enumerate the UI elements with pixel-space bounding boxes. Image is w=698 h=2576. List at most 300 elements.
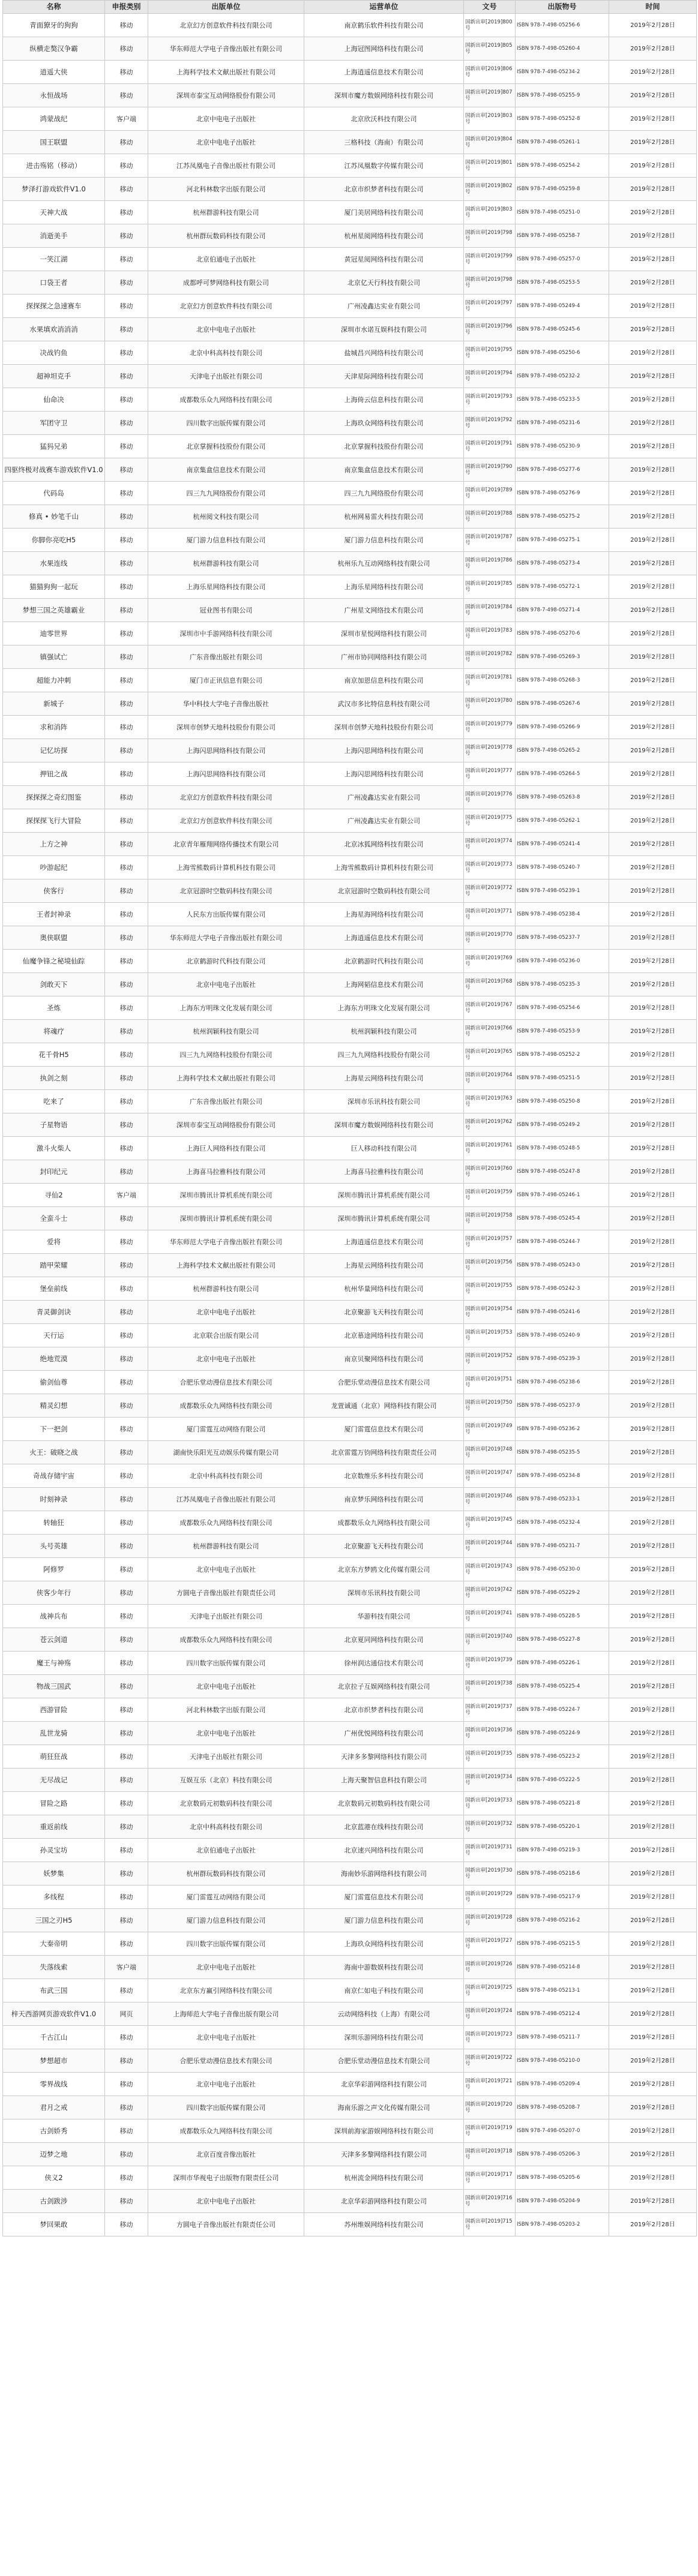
cell-isbn: ISBN 978-7-498-05234-2 xyxy=(516,61,609,84)
cell-game-name: 国王联盟 xyxy=(3,131,105,154)
table-row xyxy=(3,1932,697,1956)
cell-date: 2019年2月28日 xyxy=(609,856,697,879)
cell-category: 移动 xyxy=(105,1324,148,1347)
table-row xyxy=(3,1956,697,1979)
cell-isbn: ISBN 978-7-498-05276-9 xyxy=(516,482,609,505)
table-row xyxy=(3,1207,697,1230)
cell-game-name: 梓天西游网页游戏软件V1.0 xyxy=(3,2002,105,2026)
cell-operator: 上海喜马拉雅科技有限公司 xyxy=(304,1160,464,1184)
cell-game-name: 侠义2 xyxy=(3,2166,105,2190)
cell-doc-number: 国新出审[2019]715号 xyxy=(464,2213,516,2236)
cell-game-name: 梦回果敢 xyxy=(3,2213,105,2236)
cell-publisher: 深圳市泰宝互动网络股份有限公司 xyxy=(148,84,304,107)
table-row xyxy=(3,716,697,739)
table-row xyxy=(3,1769,697,1792)
cell-game-name: 超能力冲刺 xyxy=(3,669,105,692)
cell-publisher: 北京中电电子出版社 xyxy=(148,1956,304,1979)
cell-doc-number: 国新出审[2019]770号 xyxy=(464,926,516,950)
cell-category: 移动 xyxy=(105,1628,148,1652)
cell-isbn: ISBN 978-7-498-05251-5 xyxy=(516,1067,609,1090)
cell-isbn: ISBN 978-7-498-05275-2 xyxy=(516,505,609,529)
table-row xyxy=(3,412,697,435)
cell-category: 移动 xyxy=(105,786,148,809)
table-row xyxy=(3,2190,697,2213)
cell-operator: 广州凌鑫达实业有限公司 xyxy=(304,295,464,318)
cell-category: 移动 xyxy=(105,84,148,107)
cell-operator: 北京市织梦者科技有限公司 xyxy=(304,1698,464,1722)
table-row xyxy=(3,1979,697,2002)
cell-publisher: 成都数乐众九网络科技有限公司 xyxy=(148,388,304,412)
cell-operator: 上海天聚智信息科技有限公司 xyxy=(304,1769,464,1792)
cell-category: 移动 xyxy=(105,926,148,950)
cell-doc-number: 国新出审[2019]788号 xyxy=(464,505,516,529)
cell-doc-number: 国新出审[2019]716号 xyxy=(464,2190,516,2213)
table-row xyxy=(3,154,697,178)
cell-date: 2019年2月28日 xyxy=(609,645,697,669)
cell-game-name: 吵游起纪 xyxy=(3,856,105,879)
cell-category: 移动 xyxy=(105,599,148,622)
cell-publisher: 深圳市华视电子出版物有限责任公司 xyxy=(148,2166,304,2190)
cell-category: 移动 xyxy=(105,552,148,575)
cell-publisher: 上海科学技术文献出版社有限公司 xyxy=(148,1067,304,1090)
cell-category: 移动 xyxy=(105,1698,148,1722)
cell-category: 移动 xyxy=(105,2096,148,2119)
cell-category: 移动 xyxy=(105,1839,148,1862)
cell-doc-number: 国新出审[2019]752号 xyxy=(464,1347,516,1371)
header-operator: 运营单位 xyxy=(304,1,464,14)
cell-category: 移动 xyxy=(105,1511,148,1535)
cell-doc-number: 国新出审[2019]789号 xyxy=(464,482,516,505)
cell-game-name: 仙魔争锋之秘境仙踪 xyxy=(3,950,105,973)
cell-isbn: ISBN 978-7-498-05252-8 xyxy=(516,107,609,131)
cell-operator: 北京慕途网络科技有限公司 xyxy=(304,1324,464,1347)
cell-date: 2019年2月28日 xyxy=(609,1137,697,1160)
cell-publisher: 华东师范大学电子音像出版社有限公司 xyxy=(148,37,304,61)
cell-publisher: 江苏凤凰电子音像出版社有限公司 xyxy=(148,154,304,178)
table-row xyxy=(3,692,697,716)
cell-game-name: 君月之戒 xyxy=(3,2096,105,2119)
cell-operator: 徐州润达通信技术有限公司 xyxy=(304,1652,464,1675)
cell-doc-number: 国新出审[2019]798号 xyxy=(464,224,516,248)
cell-date: 2019年2月28日 xyxy=(609,1652,697,1675)
table-row xyxy=(3,1418,697,1441)
cell-doc-number: 国新出审[2019]792号 xyxy=(464,412,516,435)
cell-publisher: 成都数乐众九网络科技有限公司 xyxy=(148,1394,304,1418)
cell-doc-number: 国新出审[2019]802号 xyxy=(464,178,516,201)
cell-isbn: ISBN 978-7-498-05254-6 xyxy=(516,996,609,1020)
cell-isbn: ISBN 978-7-498-05271-4 xyxy=(516,599,609,622)
table-row xyxy=(3,1652,697,1675)
cell-game-name: 代码岛 xyxy=(3,482,105,505)
cell-doc-number: 国新出审[2019]782号 xyxy=(464,645,516,669)
table-row xyxy=(3,856,697,879)
table-row xyxy=(3,1488,697,1511)
cell-isbn: ISBN 978-7-498-05246-1 xyxy=(516,1184,609,1207)
cell-category: 移动 xyxy=(105,1652,148,1675)
cell-game-name: 物战三国武 xyxy=(3,1675,105,1698)
header-name: 名称 xyxy=(3,1,105,14)
cell-publisher: 成都呼可梦网络科技有限公司 xyxy=(148,271,304,295)
cell-category: 移动 xyxy=(105,318,148,341)
cell-doc-number: 国新出审[2019]732号 xyxy=(464,1815,516,1839)
cell-doc-number: 国新出审[2019]777号 xyxy=(464,762,516,786)
table-row xyxy=(3,645,697,669)
table-row xyxy=(3,786,697,809)
table-row xyxy=(3,341,697,365)
cell-isbn: ISBN 978-7-498-05243-0 xyxy=(516,1254,609,1277)
table-row xyxy=(3,1511,697,1535)
cell-doc-number: 国新出审[2019]787号 xyxy=(464,529,516,552)
cell-publisher: 北京青年雁翔网络传播技术有限公司 xyxy=(148,833,304,856)
cell-doc-number: 国新出审[2019]771号 xyxy=(464,903,516,926)
table-row xyxy=(3,1698,697,1722)
cell-publisher: 上海师范大学电子音像出版有限公司 xyxy=(148,2002,304,2026)
cell-doc-number: 国新出审[2019]774号 xyxy=(464,833,516,856)
cell-doc-number: 国新出审[2019]746号 xyxy=(464,1488,516,1511)
cell-publisher: 杭州群游科技有限公司 xyxy=(148,552,304,575)
cell-game-name: 记忆坊探 xyxy=(3,739,105,762)
cell-game-name: 镇强试亡 xyxy=(3,645,105,669)
cell-doc-number: 国新出审[2019]761号 xyxy=(464,1137,516,1160)
cell-game-name: 吃来了 xyxy=(3,1090,105,1113)
cell-category: 移动 xyxy=(105,1020,148,1043)
cell-game-name: 布武三国 xyxy=(3,1979,105,2002)
cell-doc-number: 国新出审[2019]799号 xyxy=(464,248,516,271)
cell-game-name: 探探探飞行大冒险 xyxy=(3,809,105,833)
table-row xyxy=(3,131,697,154)
cell-operator: 上海逍遥信息技术有限公司 xyxy=(304,61,464,84)
cell-game-name: 侠客行 xyxy=(3,879,105,903)
cell-publisher: 深圳市创梦天地科技股份有限公司 xyxy=(148,716,304,739)
cell-game-name: 封印纪元 xyxy=(3,1160,105,1184)
cell-game-name: 鸿蒙战纪 xyxy=(3,107,105,131)
cell-isbn: ISBN 978-7-498-05207-0 xyxy=(516,2119,609,2143)
cell-date: 2019年2月28日 xyxy=(609,2166,697,2190)
cell-game-name: 奇战存储宇宙 xyxy=(3,1464,105,1488)
cell-operator: 北京数码元初数码科技有限公司 xyxy=(304,1792,464,1815)
cell-date: 2019年2月28日 xyxy=(609,1979,697,2002)
table-row xyxy=(3,1160,697,1184)
cell-publisher: 杭州群玩数码科技有限公司 xyxy=(148,1862,304,1886)
cell-game-name: 阿修罗 xyxy=(3,1558,105,1581)
cell-date: 2019年2月28日 xyxy=(609,1043,697,1067)
cell-date: 2019年2月28日 xyxy=(609,131,697,154)
cell-isbn: ISBN 978-7-498-05218-6 xyxy=(516,1862,609,1886)
table-row xyxy=(3,973,697,996)
cell-doc-number: 国新出审[2019]747号 xyxy=(464,1464,516,1488)
cell-isbn: ISBN 978-7-498-05210-0 xyxy=(516,2049,609,2073)
cell-operator: 深圳市乐讯科技有限公司 xyxy=(304,1090,464,1113)
cell-operator: 成都数乐众九网络科技有限公司 xyxy=(304,1511,464,1535)
cell-doc-number: 国新出审[2019]780号 xyxy=(464,692,516,716)
cell-operator: 厦门雷霆信息技术有限公司 xyxy=(304,1886,464,1909)
cell-operator: 武汉市多比特信息科技有限公司 xyxy=(304,692,464,716)
cell-date: 2019年2月28日 xyxy=(609,2119,697,2143)
cell-category: 移动 xyxy=(105,412,148,435)
cell-category: 移动 xyxy=(105,482,148,505)
cell-doc-number: 国新出审[2019]742号 xyxy=(464,1581,516,1605)
cell-category: 移动 xyxy=(105,295,148,318)
cell-operator: 厦门游力信息科技有限公司 xyxy=(304,529,464,552)
cell-operator: 厦门雷霆信息技术有限公司 xyxy=(304,1418,464,1441)
cell-publisher: 华东师范大学电子音像出版社有限公司 xyxy=(148,926,304,950)
cell-publisher: 天津电子出版社有限公司 xyxy=(148,1745,304,1769)
cell-doc-number: 国新出审[2019]804号 xyxy=(464,131,516,154)
table-row xyxy=(3,1886,697,1909)
cell-operator: 上海星云网络科技有限公司 xyxy=(304,1254,464,1277)
cell-publisher: 北京掌握科技股份有限公司 xyxy=(148,435,304,458)
cell-game-name: 千古江山 xyxy=(3,2026,105,2049)
cell-category: 移动 xyxy=(105,1815,148,1839)
cell-publisher: 北京百度音像出版社 xyxy=(148,2143,304,2166)
cell-operator: 上海逍遥信息技术有限公司 xyxy=(304,1230,464,1254)
cell-doc-number: 国新出审[2019]785号 xyxy=(464,575,516,599)
cell-date: 2019年2月28日 xyxy=(609,1769,697,1792)
cell-category: 移动 xyxy=(105,1277,148,1301)
cell-game-name: 猫猫狗狗一起玩 xyxy=(3,575,105,599)
cell-date: 2019年2月28日 xyxy=(609,1628,697,1652)
cell-isbn: ISBN 978-7-498-05206-3 xyxy=(516,2143,609,2166)
cell-category: 移动 xyxy=(105,61,148,84)
cell-operator: 杭州网易雷火科技有限公司 xyxy=(304,505,464,529)
cell-isbn: ISBN 978-7-498-05224-7 xyxy=(516,1698,609,1722)
cell-publisher: 北京中电电子出版社 xyxy=(148,2073,304,2096)
cell-publisher: 杭州群玩数码科技有限公司 xyxy=(148,224,304,248)
cell-game-name: 重返前线 xyxy=(3,1815,105,1839)
cell-category: 移动 xyxy=(105,388,148,412)
cell-publisher: 南京集盒信息技术有限公司 xyxy=(148,458,304,482)
cell-game-name: 天神大战 xyxy=(3,201,105,224)
cell-date: 2019年2月28日 xyxy=(609,996,697,1020)
table-row xyxy=(3,1628,697,1652)
table-row xyxy=(3,388,697,412)
cell-date: 2019年2月28日 xyxy=(609,224,697,248)
cell-date: 2019年2月28日 xyxy=(609,2213,697,2236)
cell-date: 2019年2月28日 xyxy=(609,295,697,318)
table-row xyxy=(3,435,697,458)
cell-isbn: ISBN 978-7-498-05232-4 xyxy=(516,1511,609,1535)
cell-isbn: ISBN 978-7-498-05203-2 xyxy=(516,2213,609,2236)
table-row xyxy=(3,529,697,552)
cell-doc-number: 国新出审[2019]805号 xyxy=(464,37,516,61)
cell-isbn: ISBN 978-7-498-05249-4 xyxy=(516,295,609,318)
cell-doc-number: 国新出审[2019]772号 xyxy=(464,879,516,903)
cell-category: 移动 xyxy=(105,201,148,224)
cell-date: 2019年2月28日 xyxy=(609,201,697,224)
cell-doc-number: 国新出审[2019]769号 xyxy=(464,950,516,973)
cell-category: 移动 xyxy=(105,1464,148,1488)
table-row xyxy=(3,178,697,201)
cell-doc-number: 国新出审[2019]733号 xyxy=(464,1792,516,1815)
cell-operator: 深圳市星悦网络科技有限公司 xyxy=(304,622,464,645)
cell-publisher: 深圳市腾讯计算机系统有限公司 xyxy=(148,1184,304,1207)
cell-isbn: ISBN 978-7-498-05253-9 xyxy=(516,1020,609,1043)
cell-operator: 巨人移动科技有限公司 xyxy=(304,1137,464,1160)
cell-game-name: 军团守卫 xyxy=(3,412,105,435)
cell-doc-number: 国新出审[2019]768号 xyxy=(464,973,516,996)
cell-publisher: 上海闪思网络科技有限公司 xyxy=(148,762,304,786)
table-row xyxy=(3,879,697,903)
cell-operator: 北京聚游飞天科技有限公司 xyxy=(304,1535,464,1558)
cell-operator: 天津多多黎网络科技有限公司 xyxy=(304,1745,464,1769)
cell-date: 2019年2月28日 xyxy=(609,2073,697,2096)
cell-game-name: 战神兵布 xyxy=(3,1605,105,1628)
cell-doc-number: 国新出审[2019]753号 xyxy=(464,1324,516,1347)
cell-operator: 北京数维乐多科技有限公司 xyxy=(304,1464,464,1488)
cell-category: 移动 xyxy=(105,1769,148,1792)
cell-date: 2019年2月28日 xyxy=(609,1722,697,1745)
cell-category: 移动 xyxy=(105,1090,148,1113)
cell-isbn: ISBN 978-7-498-05225-4 xyxy=(516,1675,609,1698)
cell-publisher: 北京冠游时空数码科技有限公司 xyxy=(148,879,304,903)
cell-doc-number: 国新出审[2019]721号 xyxy=(464,2073,516,2096)
cell-category: 移动 xyxy=(105,1675,148,1698)
table-row xyxy=(3,1605,697,1628)
cell-publisher: 杭州阅文科技有限公司 xyxy=(148,505,304,529)
cell-category: 移动 xyxy=(105,1418,148,1441)
cell-publisher: 成都数乐众九网络科技有限公司 xyxy=(148,2119,304,2143)
cell-isbn: ISBN 978-7-498-05272-1 xyxy=(516,575,609,599)
cell-doc-number: 国新出审[2019]737号 xyxy=(464,1698,516,1722)
cell-game-name: 零界战线 xyxy=(3,2073,105,2096)
cell-game-name: 决战钓鱼 xyxy=(3,341,105,365)
cell-publisher: 北京中电电子出版社 xyxy=(148,107,304,131)
table-row xyxy=(3,2166,697,2190)
cell-game-name: 你脚你亮吃H5 xyxy=(3,529,105,552)
cell-doc-number: 国新出审[2019]763号 xyxy=(464,1090,516,1113)
cell-category: 移动 xyxy=(105,996,148,1020)
table-row xyxy=(3,224,697,248)
cell-game-name: 火王：破晓之战 xyxy=(3,1441,105,1464)
cell-isbn: ISBN 978-7-498-05260-4 xyxy=(516,37,609,61)
cell-operator: 杭州润颖科技有限公司 xyxy=(304,1020,464,1043)
cell-isbn: ISBN 978-7-498-05242-3 xyxy=(516,1277,609,1301)
cell-isbn: ISBN 978-7-498-05224-9 xyxy=(516,1722,609,1745)
cell-category: 移动 xyxy=(105,903,148,926)
table-row xyxy=(3,107,697,131)
cell-publisher: 四川数字出版传媒有限公司 xyxy=(148,1652,304,1675)
cell-date: 2019年2月28日 xyxy=(609,388,697,412)
cell-date: 2019年2月28日 xyxy=(609,809,697,833)
header-category: 申报类别 xyxy=(105,1,148,14)
cell-publisher: 北京中电电子出版社 xyxy=(148,1558,304,1581)
table-row xyxy=(3,762,697,786)
cell-date: 2019年2月28日 xyxy=(609,365,697,388)
cell-date: 2019年2月28日 xyxy=(609,1862,697,1886)
table-row xyxy=(3,1862,697,1886)
cell-doc-number: 国新出审[2019]739号 xyxy=(464,1652,516,1675)
cell-doc-number: 国新出审[2019]762号 xyxy=(464,1113,516,1137)
cell-doc-number: 国新出审[2019]773号 xyxy=(464,856,516,879)
table-row xyxy=(3,622,697,645)
cell-isbn: ISBN 978-7-498-05250-6 xyxy=(516,341,609,365)
cell-game-name: 大秦帝明 xyxy=(3,1932,105,1956)
cell-game-name: 永恒战场 xyxy=(3,84,105,107)
cell-game-name: 仙命决 xyxy=(3,388,105,412)
cell-date: 2019年2月28日 xyxy=(609,61,697,84)
cell-operator: 杭州流金网络科技有限公司 xyxy=(304,2166,464,2190)
cell-category: 移动 xyxy=(105,14,148,37)
cell-operator: 江苏凤凰数字传媒有限公司 xyxy=(304,154,464,178)
cell-doc-number: 国新出审[2019]744号 xyxy=(464,1535,516,1558)
cell-date: 2019年2月28日 xyxy=(609,1277,697,1301)
cell-date: 2019年2月28日 xyxy=(609,248,697,271)
cell-game-name: 四驱终极对战赛车游戏软件V1.0 xyxy=(3,458,105,482)
cell-isbn: ISBN 978-7-498-05265-2 xyxy=(516,739,609,762)
cell-operator: 北京拉子互娱网络科技有限公司 xyxy=(304,1675,464,1698)
cell-doc-number: 国新出审[2019]786号 xyxy=(464,552,516,575)
cell-isbn: ISBN 978-7-498-05204-9 xyxy=(516,2190,609,2213)
cell-isbn: ISBN 978-7-498-05263-8 xyxy=(516,786,609,809)
cell-operator: 上海闪思网络科技有限公司 xyxy=(304,739,464,762)
cell-publisher: 上海巨人网络科技有限公司 xyxy=(148,1137,304,1160)
cell-isbn: ISBN 978-7-498-05257-0 xyxy=(516,248,609,271)
table-row xyxy=(3,1347,697,1371)
cell-publisher: 北京中科高科技有限公司 xyxy=(148,341,304,365)
cell-category: 客户端 xyxy=(105,1956,148,1979)
cell-category: 移动 xyxy=(105,1067,148,1090)
cell-publisher: 厦门雷霆互动网络有限公司 xyxy=(148,1886,304,1909)
cell-operator: 广州市协同网络科技有限公司 xyxy=(304,645,464,669)
cell-doc-number: 国新出审[2019]720号 xyxy=(464,2096,516,2119)
cell-isbn: ISBN 978-7-498-05214-8 xyxy=(516,1956,609,1979)
cell-isbn: ISBN 978-7-498-05228-5 xyxy=(516,1605,609,1628)
cell-operator: 海南乐游之声文化传媒有限公司 xyxy=(304,2096,464,2119)
cell-doc-number: 国新出审[2019]801号 xyxy=(464,154,516,178)
cell-game-name: 奥侠联盟 xyxy=(3,926,105,950)
cell-publisher: 厦门雷霆互动网络有限公司 xyxy=(148,1418,304,1441)
cell-isbn: ISBN 978-7-498-05262-1 xyxy=(516,809,609,833)
cell-isbn: ISBN 978-7-498-05215-5 xyxy=(516,1932,609,1956)
cell-category: 移动 xyxy=(105,716,148,739)
table-row xyxy=(3,1792,697,1815)
cell-category: 移动 xyxy=(105,1347,148,1371)
cell-game-name: 萌狂狂战 xyxy=(3,1745,105,1769)
cell-isbn: ISBN 978-7-498-05208-7 xyxy=(516,2096,609,2119)
cell-game-name: 进击殇铭（移动） xyxy=(3,154,105,178)
cell-date: 2019年2月28日 xyxy=(609,1909,697,1932)
table-row xyxy=(3,669,697,692)
cell-publisher: 北京中电电子出版社 xyxy=(148,131,304,154)
cell-game-name: 西游冒险 xyxy=(3,1698,105,1722)
cell-game-name: 绝地荒漠 xyxy=(3,1347,105,1371)
cell-isbn: ISBN 978-7-498-05258-7 xyxy=(516,224,609,248)
cell-game-name: 孙灵宝坊 xyxy=(3,1839,105,1862)
cell-isbn: ISBN 978-7-498-05266-9 xyxy=(516,716,609,739)
table-row xyxy=(3,1839,697,1862)
cell-isbn: ISBN 978-7-498-05209-4 xyxy=(516,2073,609,2096)
cell-date: 2019年2月28日 xyxy=(609,1745,697,1769)
table-row xyxy=(3,1043,697,1067)
cell-category: 移动 xyxy=(105,458,148,482)
cell-isbn: ISBN 978-7-498-05236-2 xyxy=(516,1418,609,1441)
cell-isbn: ISBN 978-7-498-05247-8 xyxy=(516,1160,609,1184)
cell-isbn: ISBN 978-7-498-05249-2 xyxy=(516,1113,609,1137)
cell-publisher: 北京中电电子出版社 xyxy=(148,973,304,996)
cell-game-name: 探探探之奇幻图鉴 xyxy=(3,786,105,809)
cell-date: 2019年2月28日 xyxy=(609,505,697,529)
cell-isbn: ISBN 978-7-498-05250-8 xyxy=(516,1090,609,1113)
cell-publisher: 北京中电电子出版社 xyxy=(148,1722,304,1745)
cell-game-name: 古剑娇秀 xyxy=(3,2119,105,2143)
cell-game-name: 将魂疗 xyxy=(3,1020,105,1043)
table-row xyxy=(3,552,697,575)
cell-category: 移动 xyxy=(105,1043,148,1067)
cell-operator: 北京华彩游网络科技有限公司 xyxy=(304,2190,464,2213)
table-row xyxy=(3,1113,697,1137)
cell-isbn: ISBN 978-7-498-05239-3 xyxy=(516,1347,609,1371)
cell-isbn: ISBN 978-7-498-05238-4 xyxy=(516,903,609,926)
